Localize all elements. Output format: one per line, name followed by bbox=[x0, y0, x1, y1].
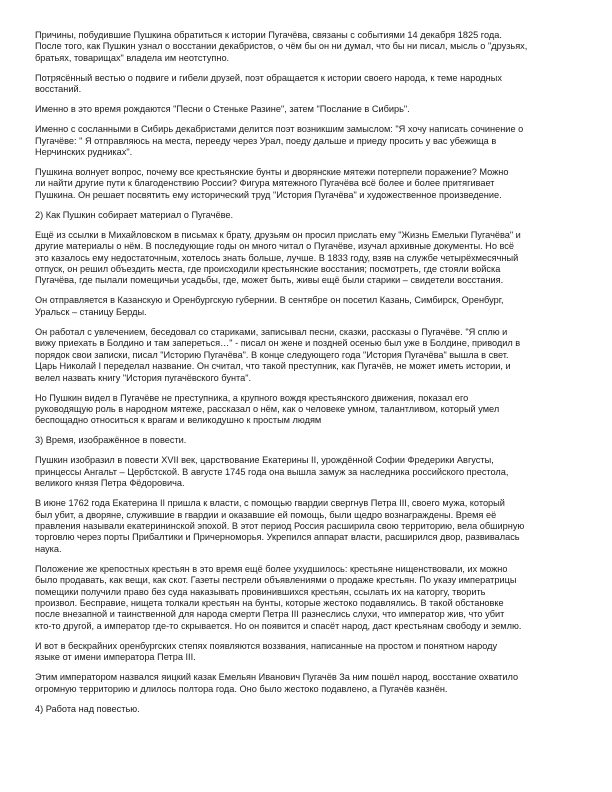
paragraph-14: Этим императором назвался яицкий казак Емельян Иванович Пугачёв За ним пошёл народ, восстание охватило огромную территорию и длилось полтора года. Оно было жестоко подавлено, а Пугачёв казнён. bbox=[35, 672, 519, 694]
paragraph-7: Он отправляется в Казанскую и Оренбургскую губернии. В сентябре он посетил Казань, Симбирск, Оренбург, Уральск – станицу Берды. bbox=[35, 295, 504, 317]
paragraph-6: Ещё из ссылки в Михайловском в письмах к брату, друзьям он просил прислать ему "Жизнь Емельки Пугачёва" и другие материалы о нём. В последующие годы он много читал о Пугачёве, изучал архивные документы. Но всё это казалось ему недостаточным, хотелось знать больше, лучше. В 1833 году, взяв на службе четырёхмесячный отпуск, он решил объездить места, где происходили крестьянские восстания; посмотреть, где стояли войска Пугачёва, где пылали помещичьи усадьбы, где, может быть, живы ещё были старики – свидетели восстания. bbox=[35, 229, 521, 286]
section-heading-3: 3) Время, изображённое в повести. bbox=[35, 435, 187, 446]
paragraph-5: Пушкина волнует вопрос, почему все крестьянские бунты и дворянские мятежи потерпели поражение? Можно ли найти другие пути к благоденствию России? Фигура мятежного Пугачёва всё более и более притягивает Пушкина. Он решает посвятить ему исторический труд "История Пугачёва" и художественное произведение. bbox=[35, 167, 509, 200]
paragraph-2: Потрясённый вестью о подвиге и гибели друзей, поэт обращается к истории своего народа, к теме народных восстаний. bbox=[35, 72, 502, 95]
paragraph-13: И вот в бескрайних оренбургских степях появляются воззвания, написанные на простом и понятном народу языке от имени императора Петра III. bbox=[35, 640, 498, 663]
paragraph-1: Причины, побудившие Пушкина обратиться к истории Пугачёва, связаны с событиями 14 декабря 1825 года. После того, как Пушкин узнал о восстании декабристов, о чём бы он ни думал, что бы ни писал, мысль о "друзьях, братьях, товарищах" владела им неотступно. bbox=[35, 30, 528, 63]
paragraph-4: Именно с сосланными в Сибирь декабристами делится поэт возникшим замыслом: "Я хочу написать сочинение о Пугачёве: " Я отправляюсь на места, перееду через Урал, поеду дальше и приеду просить у вас убежища в Нерчинских рудниках". bbox=[35, 124, 524, 158]
paragraph-11: В июне 1762 года Екатерина II пришла к власти, с помощью гвардии свергнув Петра III, своего мужа, который был убит, а дворяне, служившие в гвардии и оказавшие ей помощь, были щедро вознаграждены. Время её правления называли екатерининской эпохой. В этот период Россия расширила свою территорию, вела обширную торговлю через порты Прибалтики и Причерноморья. Укрепился аппарат власти, расширился двор, развивалась наука. bbox=[35, 498, 525, 554]
paragraph-3: Именно в это время рождаются "Песни о Стеньке Разине", затем "Послание в Сибирь". bbox=[35, 104, 410, 115]
section-heading-2: 2) Как Пушкин собирает материал о Пугачёве. bbox=[35, 209, 234, 220]
paragraph-9: Но Пушкин видел в Пугачёве не преступника, а крупного вождя крестьянского движения, показал его руководящую роль в народном мятеже, рассказал о нём, как о человеке умном, талантливом, который умел беспощадно относиться к врагам и великодушно к простым людям bbox=[35, 392, 500, 426]
paragraph-12: Положение же крепостных крестьян в это время ещё более ухудшилось: крестьяне нищенствовали, их можно было продавать, как вещи, как скот. Газеты пестрели объявлениями о продаже крестьян. По указу императрицы помещики получили право без суда наказывать провинившихся крестьян, ссылать их на каторгу, творить произвол. Бесправие, нищета толкали крестьян на бунты, которые жестоко подавлялись. В такой обстановке после внезапной и таинственной для народа смерти Петра III разнеслись слухи, что император жив, что убит кто-то другой, а император где-то скрывается. Но он появится и спасёт народ, даст крестьянам свободу и землю. bbox=[35, 563, 522, 631]
paragraph-10: Пушкин изобразил в повести XVII век, царствование Екатерины II, урождённой Софии Фредерики Августы, принцессы Ангальт – Цербстской. В августе 1745 года она вышла замуж за наследника российского престола, великого князя Петра Фёдоровича. bbox=[35, 455, 509, 489]
section-heading-4: 4) Работа над повестью. bbox=[35, 703, 140, 714]
paragraph-8: Он работал с увлечением, беседовал со стариками, записывал песни, сказки, рассказы о Пугачёве. "Я сплю и вижу приехать в Болдино и там запереться…" - писал он жене и поздней осенью был уже в Болдине, приводил в порядок свои записки, писал "Историю Пугачёва". В конце следующего года "История Пугачёва" вышла в свет. Царь Николай I переделал название. Он считал, что такой преступник, как Пугачёв, не может иметь истории, и велел назвать книгу "История пугачёвского бунта". bbox=[35, 326, 521, 383]
